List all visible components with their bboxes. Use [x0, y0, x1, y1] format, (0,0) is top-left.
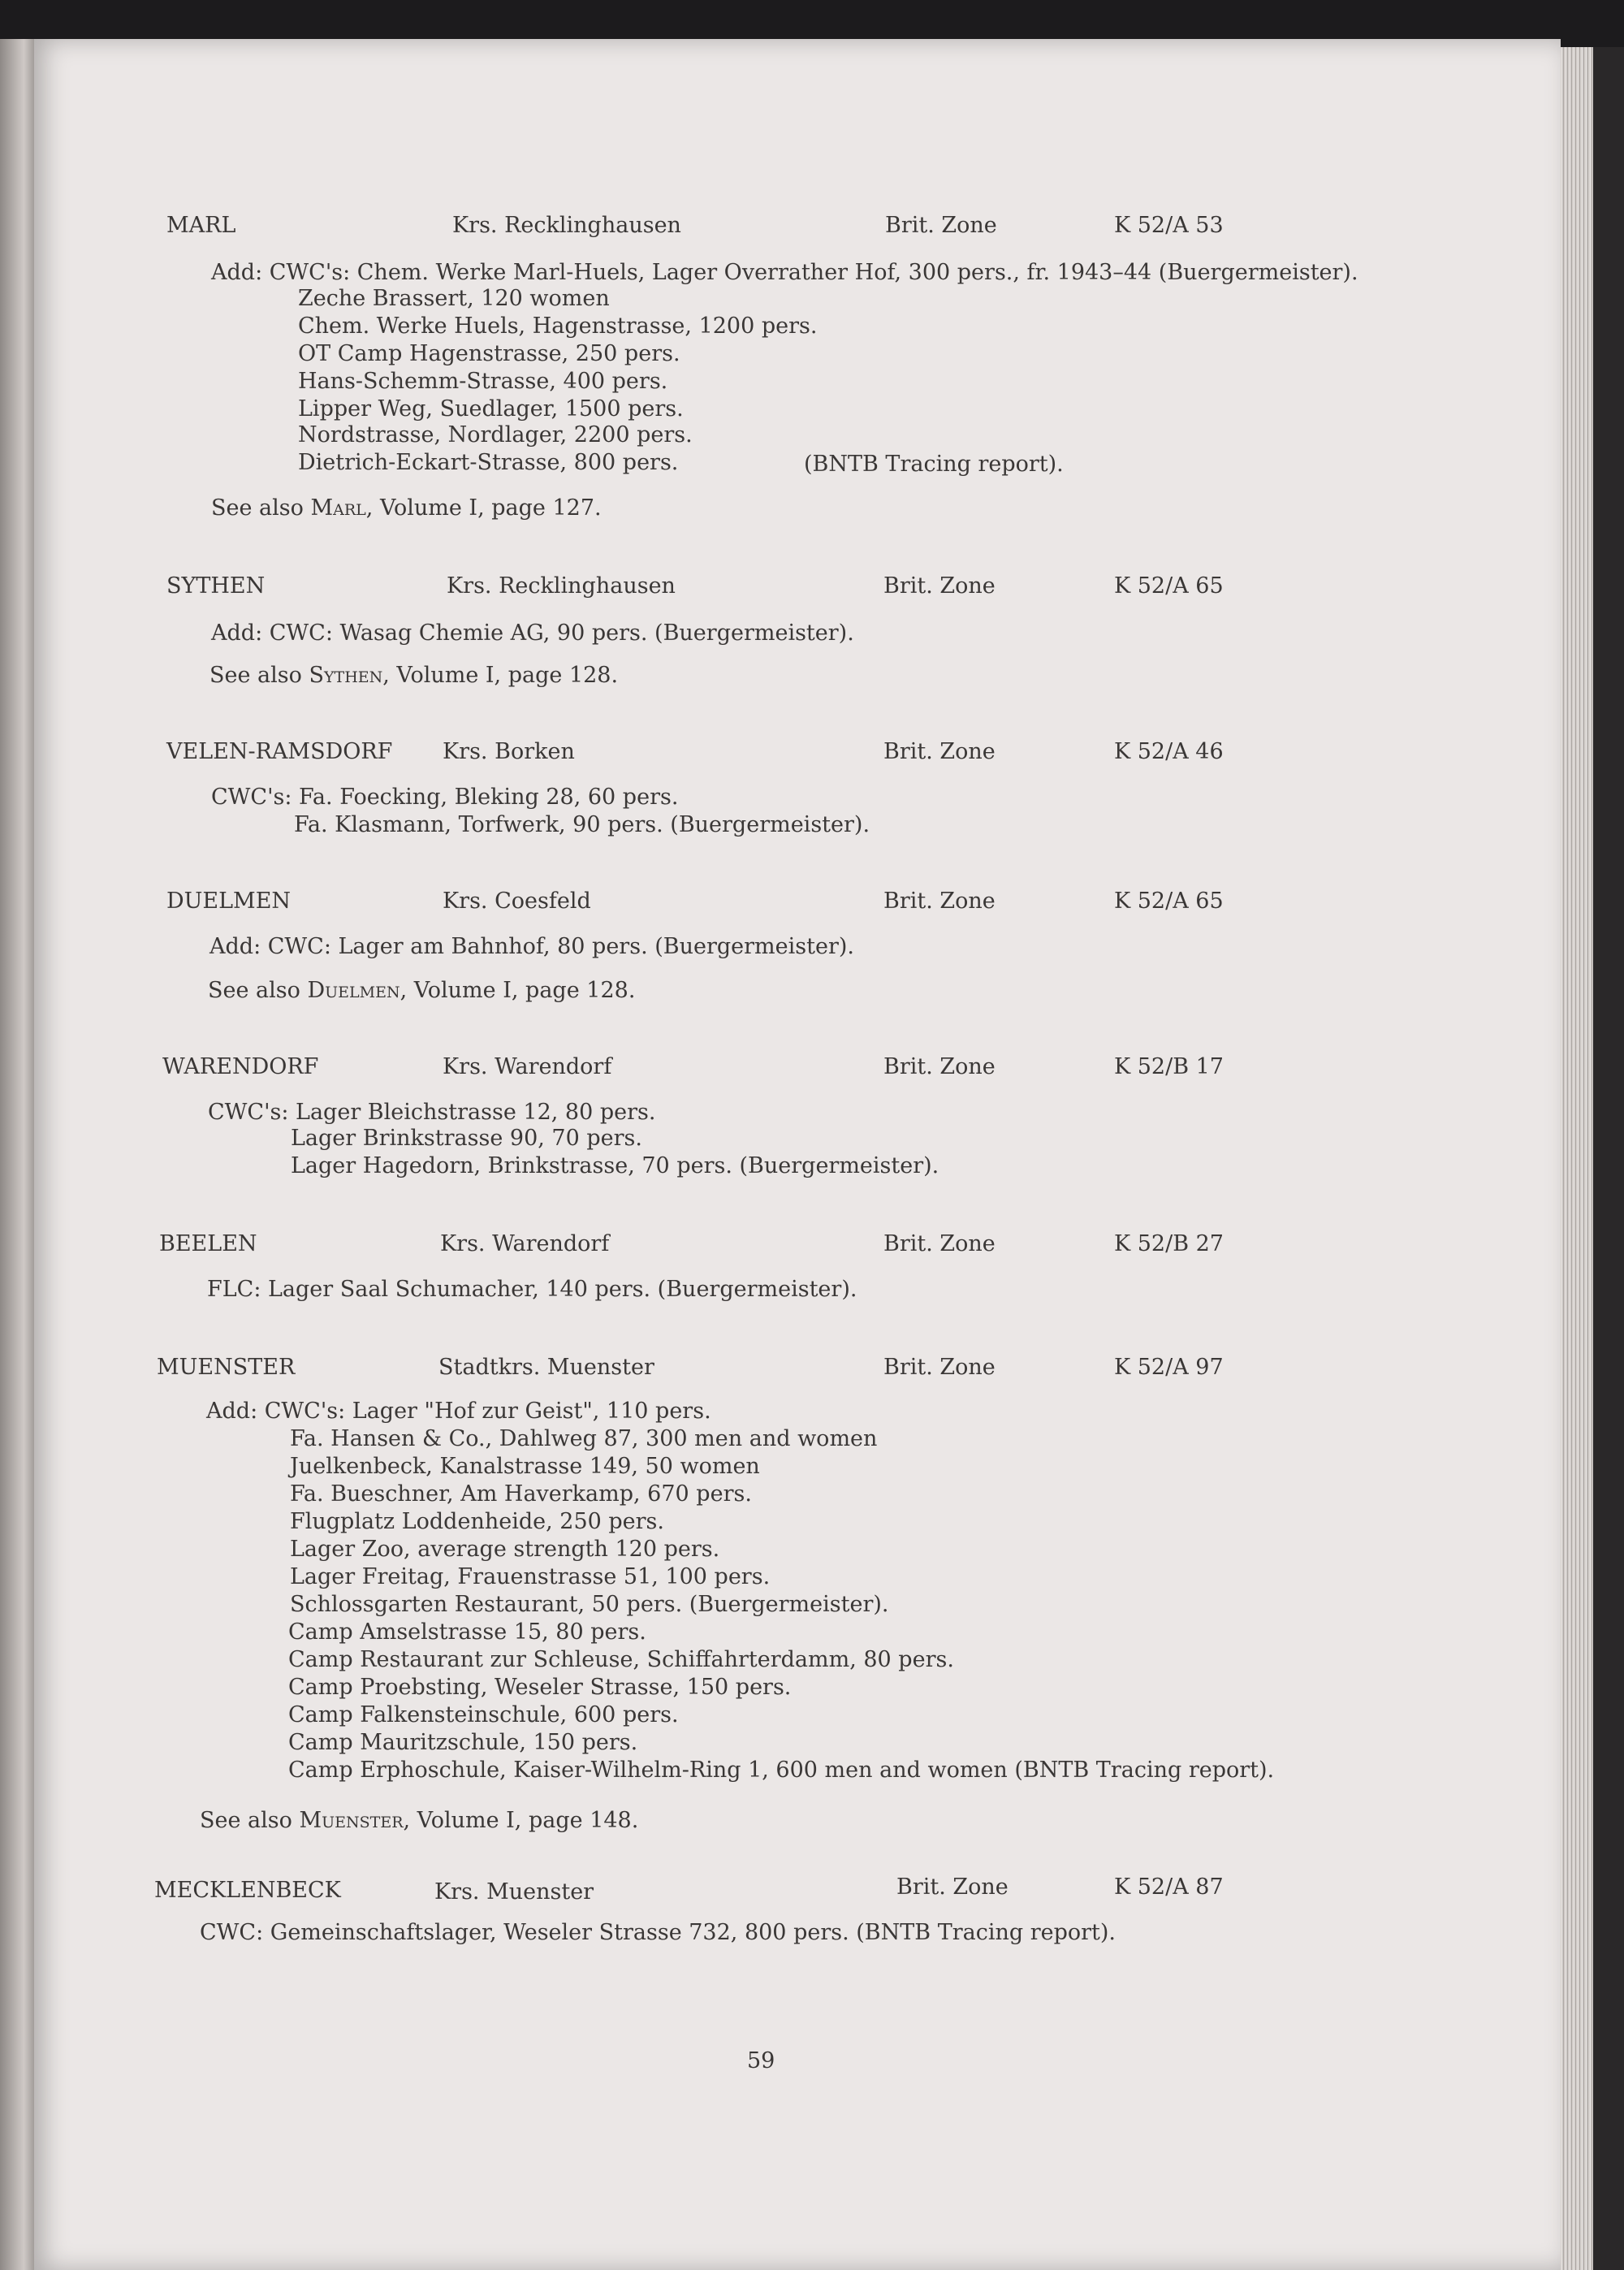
- place-name: VELEN-RAMSDORF: [166, 739, 393, 764]
- detail-line: Lager Freitag, Frauenstrasse 51, 100 pers.: [290, 1564, 771, 1589]
- detail-line: Nordstrasse, Nordlager, 2200 pers.: [298, 422, 693, 448]
- detail-line: Lager Hagedorn, Brinkstrasse, 70 pers. (Buergermeister).: [291, 1153, 939, 1178]
- district: Krs. Recklinghausen: [447, 573, 676, 599]
- zone: Brit. Zone: [883, 1054, 996, 1079]
- detail-line: FLC: Lager Saal Schumacher, 140 pers. (Buergermeister).: [207, 1277, 857, 1302]
- zone: Brit. Zone: [896, 1874, 1009, 1900]
- see-also-note: See also Muenster, Volume I, page 148.: [200, 1808, 639, 1833]
- reference-code: K 52/A 65: [1114, 573, 1224, 599]
- reference-code: K 52/A 65: [1114, 889, 1224, 914]
- detail-line: Zeche Brassert, 120 women: [298, 286, 610, 311]
- detail-line: CWC: Gemeinschaftslager, Weseler Strasse 732, 800 pers. (BNTB Tracing report).: [200, 1920, 1116, 1945]
- detail-line: Dietrich-Eckart-Strasse, 800 pers.: [298, 450, 679, 475]
- place-name: MUENSTER: [157, 1355, 296, 1380]
- zone: Brit. Zone: [883, 739, 996, 764]
- detail-line: Lipper Weg, Suedlager, 1500 pers.: [298, 396, 684, 422]
- district: Krs. Coesfeld: [443, 889, 591, 914]
- district: Krs. Warendorf: [440, 1231, 610, 1256]
- reference-code: K 52/A 46: [1114, 739, 1224, 764]
- detail-line: Add: CWC: Wasag Chemie AG, 90 pers. (Buergermeister).: [211, 620, 854, 646]
- detail-line: Add: CWC: Lager am Bahnhof, 80 pers. (Buergermeister).: [209, 934, 854, 959]
- place-name: MARL: [166, 213, 236, 238]
- detail-line: Camp Mauritzschule, 150 pers.: [288, 1730, 638, 1755]
- detail-line: OT Camp Hagenstrasse, 250 pers.: [298, 341, 680, 366]
- detail-line: Flugplatz Loddenheide, 250 pers.: [290, 1509, 664, 1534]
- page-number: 59: [747, 2048, 775, 2073]
- background-edge: [1593, 47, 1624, 2270]
- district: Krs. Borken: [443, 739, 575, 764]
- place-name: WARENDORF: [162, 1054, 319, 1079]
- place-name: BEELEN: [159, 1231, 257, 1256]
- place-name: MECKLENBECK: [154, 1878, 341, 1903]
- detail-line: Lager Brinkstrasse 90, 70 pers.: [291, 1126, 642, 1151]
- detail-line: Lager Zoo, average strength 120 pers.: [290, 1537, 720, 1562]
- district: Krs. Muenster: [434, 1879, 594, 1905]
- detail-line: Hans-Schemm-Strasse, 400 pers.: [298, 369, 668, 394]
- detail-line: Chem. Werke Huels, Hagenstrasse, 1200 pers.: [298, 313, 818, 339]
- detail-line: Camp Falkensteinschule, 600 pers.: [288, 1702, 679, 1727]
- district: Krs. Recklinghausen: [452, 213, 681, 238]
- zone: Brit. Zone: [883, 1355, 996, 1380]
- zone: Brit. Zone: [885, 213, 997, 238]
- detail-line: Camp Restaurant zur Schleuse, Schiffahrterdamm, 80 pers.: [288, 1647, 954, 1672]
- district: Stadtkrs. Muenster: [438, 1355, 654, 1380]
- zone: Brit. Zone: [883, 889, 996, 914]
- detail-line: Schlossgarten Restaurant, 50 pers. (Buergermeister).: [290, 1592, 889, 1617]
- see-also-note: See also Marl, Volume I, page 127.: [211, 495, 602, 521]
- see-also-note: See also Sythen, Volume I, page 128.: [209, 663, 619, 688]
- detail-line: Add: CWC's: Lager "Hof zur Geist", 110 pers.: [206, 1399, 711, 1424]
- detail-line: Camp Amselstrasse 15, 80 pers.: [288, 1619, 646, 1645]
- adjacent-page-edge: [0, 39, 34, 2270]
- detail-line: Add: CWC's: Chem. Werke Marl-Huels, Lager Overrather Hof, 300 pers., fr. 1943–44 (Buergermeister).: [211, 260, 1358, 285]
- detail-line: Camp Proebsting, Weseler Strasse, 150 pers.: [288, 1675, 792, 1700]
- detail-line: Fa. Bueschner, Am Haverkamp, 670 pers.: [290, 1481, 752, 1507]
- detail-line: Juelkenbeck, Kanalstrasse 149, 50 women: [290, 1454, 760, 1479]
- district: Krs. Warendorf: [443, 1054, 612, 1079]
- zone: Brit. Zone: [883, 573, 996, 599]
- detail-line: Fa. Klasmann, Torfwerk, 90 pers. (Buergermeister).: [294, 812, 870, 837]
- place-name: SYTHEN: [166, 573, 266, 599]
- detail-line: CWC's: Lager Bleichstrasse 12, 80 pers.: [208, 1100, 656, 1125]
- reference-code: K 52/B 27: [1114, 1231, 1224, 1256]
- zone: Brit. Zone: [883, 1231, 996, 1256]
- detail-line: Fa. Hansen & Co., Dahlweg 87, 300 men and women: [290, 1426, 878, 1451]
- reference-code: K 52/A 87: [1114, 1874, 1224, 1900]
- detail-line: Camp Erphoschule, Kaiser-Wilhelm-Ring 1, 600 men and women (BNTB Tracing report).: [288, 1758, 1275, 1783]
- reference-code: K 52/B 17: [1114, 1054, 1224, 1079]
- reference-code: K 52/A 97: [1114, 1355, 1224, 1380]
- see-also-note: See also Duelmen, Volume I, page 128.: [208, 978, 636, 1003]
- place-name: DUELMEN: [166, 889, 292, 914]
- page-stack-edge: [1561, 47, 1593, 2270]
- source-note: (BNTB Tracing report).: [804, 452, 1064, 477]
- detail-line: CWC's: Fa. Foecking, Bleking 28, 60 pers.: [211, 785, 679, 810]
- reference-code: K 52/A 53: [1114, 213, 1224, 238]
